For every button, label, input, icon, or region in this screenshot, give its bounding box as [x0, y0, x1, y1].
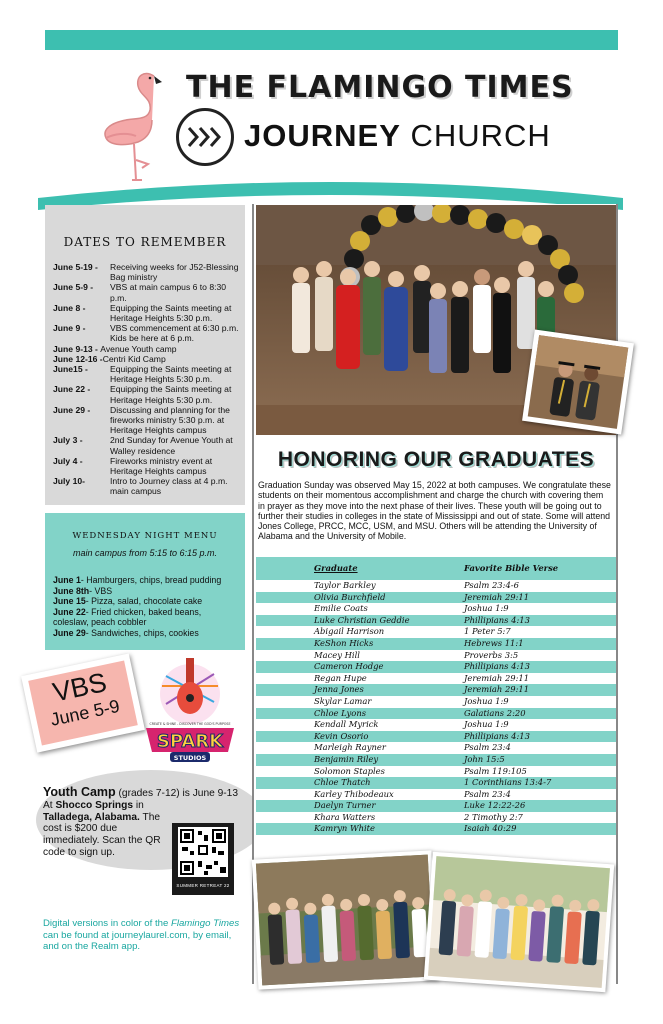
menu-food: - Fried chicken, baked beans, coleslaw, peach cobbler [53, 606, 202, 628]
wednesday-menu-panel [45, 513, 245, 650]
date-event: Fireworks ministry event at Heritage Heights campus [110, 455, 213, 477]
menu-date: June 29 [53, 627, 86, 638]
date-event: Receiving weeks for J52-Blessing Bag ministry [110, 262, 239, 283]
youth-camp-place: Shocco Springs [55, 799, 134, 811]
graduate-verse: Galatians 2:20 [464, 707, 526, 718]
youth-group-photo-right [424, 852, 614, 992]
date-label: June 29 - [53, 404, 91, 415]
table-row [256, 661, 616, 673]
qr-caption: SUMMER RETREAT 22 [176, 883, 230, 888]
date-item [53, 303, 241, 323]
table-row [256, 650, 616, 662]
qr-code[interactable] [172, 823, 234, 895]
youth-camp-city: Talladega, Alabama. [43, 811, 140, 823]
wednesday-heading: WEDNESDAY NIGHT MENU [72, 531, 218, 541]
date-item [53, 435, 241, 455]
vbs-card-inner [28, 661, 138, 746]
date-item [53, 364, 241, 384]
table-row [256, 615, 616, 627]
graduate-name: Skylar Lamar [314, 695, 372, 706]
graduate-name: Benjamin Riley [314, 753, 379, 764]
church-name [244, 118, 551, 154]
graduate-name: Taylor Barkley [314, 580, 376, 590]
newsletter-title: THE FLAMINGO TIMES [186, 70, 574, 105]
table-row [256, 742, 616, 754]
church-name-rest: CHURCH [400, 118, 551, 153]
graduate-verse: Luke 12:22-26 [464, 800, 526, 811]
graduate-verse: Hebrews 11:1 [464, 637, 524, 648]
menu-food: - Sandwiches, chips, cookies [85, 627, 199, 638]
dates-heading: DATES TO REMEMBER [63, 235, 227, 249]
graduate-verse: Phillipians 4:13 [464, 614, 530, 625]
table-row [256, 823, 616, 835]
top-banner-bar [45, 30, 618, 50]
table-row [256, 731, 616, 743]
header-verse: Favorite Bible Verse [464, 563, 559, 573]
table-row [256, 684, 616, 696]
table-row [256, 592, 616, 604]
graduate-verse: John 15:5 [464, 753, 505, 764]
menu-date: June 1 [53, 575, 81, 585]
menu-item [53, 628, 239, 639]
date-label: June 5-9 - [53, 282, 94, 293]
vbs-dates: June 5-9 [48, 695, 122, 730]
journey-logo-icon [176, 108, 234, 166]
graduate-verse: Joshua 1:9 [464, 719, 509, 730]
graduates-body: Graduation Sunday was observed May 15, 2022 at both campuses. We congratulate these students on their momentous accomplishment and charge the church with covering them in prayer as they move into the next phase of their lives. These youth will be going out to further their studies in colleges in the state of Mississippi and out of state. Some will attend Jones College, PRCC, MCC, USM, and MSU. Others will be attending the University of Alabama and the University of Mobile. [258, 480, 611, 542]
graduate-verse: Psalm 23:4 [464, 742, 511, 753]
graduate-name: Kamryn White [314, 823, 375, 834]
graduate-name: Kendall Myrick [314, 719, 379, 730]
youth-camp-at: At [43, 799, 56, 811]
graduate-verse: Jeremiah 29:11 [464, 591, 530, 602]
graduate-name: Olivia Burchfield [314, 591, 386, 602]
date-label: June 9-13 - [53, 343, 98, 354]
graduate-name: Emilie Coats [314, 603, 368, 614]
date-event: Equipping the Saints meeting at Heritage Heights 5:30 p.m. [110, 384, 232, 405]
date-item [53, 323, 241, 343]
youth-camp-grades: (grades 7-12) is June 9-13 [115, 788, 239, 799]
table-row [256, 766, 616, 778]
date-event: Equipping the Saints meeting at Heritage Heights 5:30 p.m. [110, 302, 232, 324]
date-label: June 5-19 - [53, 262, 98, 272]
table-header [256, 557, 616, 580]
graduate-verse: 2 Timothy 2:7 [464, 811, 523, 822]
date-item [53, 456, 241, 476]
date-label: June 9 - [53, 323, 86, 334]
menu-item [53, 575, 239, 586]
table-row [256, 708, 616, 720]
date-item [53, 262, 241, 282]
graduate-verse: 1 Peter 5:7 [464, 626, 511, 637]
graduate-verse: 1 Corinthians 13:4-7 [464, 777, 552, 788]
graduate-name: Chloe Lyons [314, 707, 367, 718]
graduates-table [256, 557, 616, 835]
graduates-heading: HONORING OUR GRADUATES [277, 448, 595, 471]
date-item [53, 282, 241, 302]
date-label: June 22 - [53, 384, 91, 395]
youth-camp-title: Youth Camp [43, 785, 116, 799]
digital-pre: Digital versions in color of the [43, 918, 171, 929]
dates-list [53, 262, 241, 497]
spark-subtitle: STUDIOS [173, 754, 207, 762]
graduate-verse: Jeremiah 29:11 [464, 672, 530, 683]
graduate-verse: Psalm 23:4-6 [464, 580, 519, 590]
menu-food: - Pizza, salad, chocolate cake [85, 596, 203, 607]
graduate-verse: Joshua 1:9 [464, 695, 509, 706]
digital-post: can be found at journeylaurel.com, by email, and on the Realm app. [43, 929, 232, 952]
menu-item [53, 586, 239, 597]
spark-tagline: CREATE & SHINE - DISCOVER THE GOD'S PURPOSE [149, 722, 231, 726]
graduate-name: Solomon Staples [314, 765, 385, 776]
cap-and-gown-inset-photo [522, 329, 634, 434]
date-event: VBS commencement at 6:30 p.m. Kids be here at 6 p.m. [110, 323, 239, 344]
graduate-name: Kevin Osorio [314, 730, 369, 741]
date-item [53, 405, 241, 436]
graduate-name: Jenna Jones [314, 684, 364, 695]
graduate-verse: Phillipians 4:13 [464, 730, 530, 741]
table-row [256, 800, 616, 812]
graduate-verse: Psalm 23:4 [464, 788, 511, 799]
table-row [256, 580, 616, 592]
digital-publication: Flamingo Times [170, 918, 240, 929]
graduate-name: Macey Hill [314, 649, 360, 660]
frame-right-border [616, 204, 618, 984]
date-item [53, 476, 241, 496]
table-row [256, 812, 616, 824]
menu-date: June 22 [53, 606, 86, 617]
date-label: July 10- [53, 476, 86, 487]
graduate-name: Chloe Thatch [314, 777, 371, 788]
date-item [53, 354, 241, 364]
table-row [256, 789, 616, 801]
qr-code-icon [178, 827, 228, 877]
vbs-title: VBS [50, 667, 110, 708]
date-label: June15 - [53, 364, 88, 375]
wednesday-subheading: main campus from 5:15 to 6:15 p.m. [72, 548, 218, 558]
date-event: Discussing and planning for the fireworks ministry 5:30 p.m. at Heritage Heights campus [110, 404, 230, 436]
date-event: Centri Kid Camp [102, 353, 166, 364]
date-label: July 3 - [53, 435, 83, 446]
header-graduate: Graduate [314, 563, 358, 573]
graduate-verse: Proverbs 3:5 [464, 649, 519, 660]
date-label: June 12-16 - [53, 353, 103, 364]
graduate-verse: Isaiah 40:29 [464, 823, 517, 834]
table-row [256, 603, 616, 615]
graduate-name: Karley Thibodeaux [314, 788, 394, 799]
digital-versions-note [43, 918, 243, 953]
graduate-name: Regan Hupe [314, 672, 367, 683]
graduate-name: Cameron Hodge [314, 661, 384, 672]
graduate-verse: Psalm 119:105 [464, 765, 527, 776]
date-event: Intro to Journey class at 4 p.m. main campus [110, 476, 228, 497]
menu-food: - VBS [89, 585, 113, 596]
youth-camp-text [43, 787, 271, 859]
date-item [53, 344, 241, 354]
date-label: July 4 - [53, 455, 83, 466]
flamingo-icon [96, 68, 174, 186]
table-row [256, 719, 616, 731]
graduate-verse: Phillipians 4:13 [464, 661, 530, 672]
spark-title: SPARK [156, 731, 224, 752]
graduate-name: Khara Watters [314, 811, 376, 822]
menu-date: June 8th [53, 585, 90, 596]
graduate-name: Abigail Harrison [314, 626, 385, 637]
wednesday-menu-list [53, 575, 239, 639]
menu-item [53, 596, 239, 607]
spark-studios-logo [140, 652, 240, 770]
graduate-name: KeShon Hicks [314, 637, 374, 648]
graduate-verse: Joshua 1:9 [464, 603, 509, 614]
date-item [53, 384, 241, 404]
youth-group-photo-left [252, 850, 439, 989]
vbs-card [21, 653, 145, 752]
table-row [256, 626, 616, 638]
dates-panel [45, 205, 245, 505]
graduate-name: Daelyn Turner [314, 800, 376, 811]
date-event: Avenue Youth camp [100, 343, 177, 354]
menu-date: June 15 [53, 596, 86, 607]
table-row [256, 638, 616, 650]
table-row [256, 754, 616, 766]
table-row [256, 673, 616, 685]
youth-camp-cost: The cost is $200 due immediately. Scan the QR code to sign up. [43, 811, 161, 858]
table-row [256, 777, 616, 789]
date-event: Equipping the Saints meeting at Heritage Heights 5:30 p.m. [110, 364, 232, 385]
table-row [256, 696, 616, 708]
graduate-verse: Jeremiah 29:11 [464, 684, 530, 695]
date-event: 2nd Sunday for Avenue Youth at Walley residence [110, 435, 233, 456]
menu-item [53, 607, 239, 628]
date-event: VBS at main campus 6 to 8:30 p.m. [110, 282, 227, 303]
youth-camp-in: in [133, 799, 144, 811]
date-label: June 8 - [53, 302, 86, 313]
menu-food: - Hamburgers, chips, bread pudding [80, 575, 222, 585]
graduate-name: Marleigh Rayner [314, 742, 386, 753]
church-name-bold: JOURNEY [244, 118, 401, 153]
graduate-name: Luke Christian Geddie [314, 614, 410, 625]
